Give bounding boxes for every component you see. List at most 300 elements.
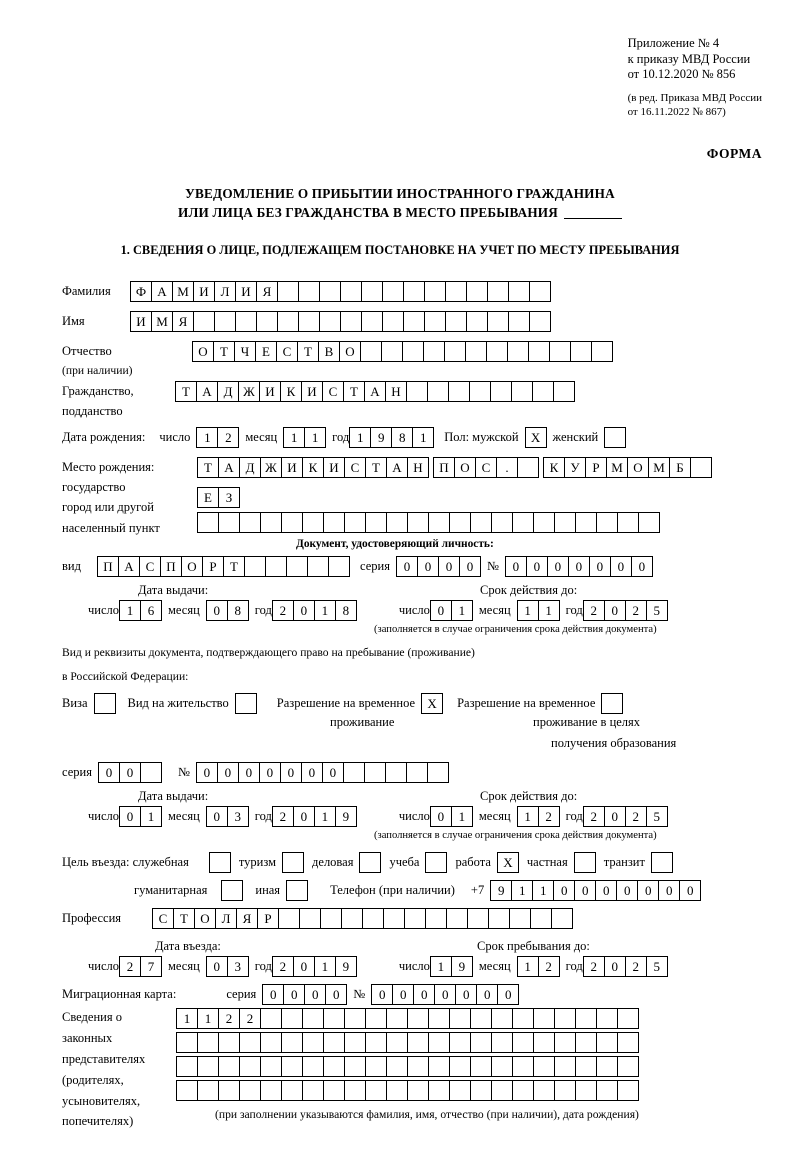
form-cell[interactable] (533, 1008, 555, 1029)
form-cell[interactable]: 0 (98, 762, 120, 783)
form-cell[interactable] (260, 1008, 282, 1029)
form-cell[interactable] (424, 311, 446, 332)
form-cell[interactable]: 0 (616, 880, 638, 901)
form-cell[interactable]: 2 (217, 427, 239, 448)
form-cell[interactable] (403, 281, 425, 302)
doc-kind-input[interactable] (97, 556, 350, 577)
form-cell[interactable] (508, 281, 530, 302)
form-cell[interactable]: 1 (349, 427, 371, 448)
form-cell[interactable] (553, 381, 575, 402)
form-cell[interactable]: Н (385, 381, 407, 402)
form-cell[interactable]: Ж (238, 381, 260, 402)
form-cell[interactable]: 1 (140, 806, 162, 827)
form-cell[interactable]: 1 (511, 880, 533, 901)
form-cell[interactable] (386, 1056, 408, 1077)
form-cell[interactable] (407, 1008, 429, 1029)
form-cell[interactable]: 0 (417, 556, 439, 577)
form-cell[interactable]: 0 (610, 556, 632, 577)
form-cell[interactable] (197, 1056, 219, 1077)
form-cell[interactable] (427, 381, 449, 402)
form-cell[interactable] (533, 1080, 555, 1101)
form-cell[interactable] (386, 512, 408, 533)
form-cell[interactable]: 2 (583, 600, 605, 621)
form-cell[interactable]: Р (202, 556, 224, 577)
phone-input[interactable] (490, 880, 701, 901)
form-cell[interactable]: 0 (430, 600, 452, 621)
form-cell[interactable] (427, 762, 449, 783)
form-cell[interactable]: 0 (631, 556, 653, 577)
entry-year-input[interactable] (272, 956, 357, 977)
form-cell[interactable]: О (339, 341, 361, 362)
form-cell[interactable]: 2 (119, 956, 141, 977)
form-cell[interactable]: 0 (434, 984, 456, 1005)
form-cell[interactable] (365, 1080, 387, 1101)
form-cell[interactable] (554, 1008, 576, 1029)
form-cell[interactable] (218, 1080, 240, 1101)
form-cell[interactable] (575, 512, 597, 533)
form-cell[interactable]: И (281, 457, 303, 478)
form-cell[interactable]: . (496, 457, 518, 478)
form-cell[interactable] (298, 281, 320, 302)
form-cell[interactable]: 1 (197, 1008, 219, 1029)
form-cell[interactable] (383, 908, 405, 929)
form-cell[interactable] (265, 556, 287, 577)
form-cell[interactable] (140, 762, 162, 783)
form-cell[interactable] (554, 1056, 576, 1077)
form-cell[interactable] (323, 1080, 345, 1101)
form-cell[interactable]: 0 (293, 600, 315, 621)
form-cell[interactable] (406, 381, 428, 402)
form-cell[interactable] (512, 512, 534, 533)
form-cell[interactable] (218, 512, 240, 533)
citizenship-input[interactable] (175, 381, 575, 402)
stay-issue-month-input[interactable] (206, 806, 249, 827)
form-cell[interactable]: М (648, 457, 670, 478)
purpose-tourism-checkbox[interactable] (282, 852, 304, 873)
stay-until-day-input[interactable] (430, 956, 473, 977)
form-cell[interactable] (423, 341, 445, 362)
form-cell[interactable] (386, 1008, 408, 1029)
form-cell[interactable] (323, 1032, 345, 1053)
form-cell[interactable]: 1 (119, 600, 141, 621)
migration-series-input[interactable] (262, 984, 347, 1005)
form-cell[interactable] (281, 1008, 303, 1029)
form-cell[interactable]: 5 (646, 806, 668, 827)
stay-valid-year-input[interactable] (583, 806, 668, 827)
form-cell[interactable]: 1 (412, 427, 434, 448)
form-cell[interactable] (344, 1080, 366, 1101)
form-cell[interactable] (344, 1032, 366, 1053)
form-cell[interactable] (277, 281, 299, 302)
form-cell[interactable]: Р (585, 457, 607, 478)
form-cell[interactable]: 9 (335, 806, 357, 827)
form-cell[interactable]: 1 (451, 600, 473, 621)
form-cell[interactable] (425, 908, 447, 929)
form-cell[interactable] (444, 341, 466, 362)
form-cell[interactable] (218, 1032, 240, 1053)
form-cell[interactable] (239, 1080, 261, 1101)
form-cell[interactable]: 0 (604, 806, 626, 827)
form-cell[interactable]: Ч (234, 341, 256, 362)
form-cell[interactable]: Л (215, 908, 237, 929)
form-cell[interactable]: 0 (280, 762, 302, 783)
legal-rep-input-1[interactable] (176, 1008, 639, 1029)
form-cell[interactable]: 0 (637, 880, 659, 901)
form-cell[interactable]: 1 (517, 956, 539, 977)
form-cell[interactable]: Т (343, 381, 365, 402)
form-cell[interactable]: 2 (218, 1008, 240, 1029)
form-cell[interactable] (260, 1032, 282, 1053)
form-cell[interactable] (551, 908, 573, 929)
form-cell[interactable]: 0 (238, 762, 260, 783)
purpose-official-checkbox[interactable] (209, 852, 231, 873)
form-cell[interactable]: 1 (451, 806, 473, 827)
form-cell[interactable]: Я (236, 908, 258, 929)
form-cell[interactable] (344, 512, 366, 533)
form-cell[interactable]: 0 (459, 556, 481, 577)
form-cell[interactable] (596, 1008, 618, 1029)
form-cell[interactable]: 0 (392, 984, 414, 1005)
form-cell[interactable] (244, 556, 266, 577)
form-cell[interactable]: 0 (293, 956, 315, 977)
form-cell[interactable] (235, 311, 257, 332)
form-cell[interactable] (517, 457, 539, 478)
form-cell[interactable]: 0 (497, 984, 519, 1005)
form-cell[interactable] (512, 1008, 534, 1029)
purpose-work-checkbox[interactable]: X (497, 852, 519, 873)
form-cell[interactable]: 2 (625, 956, 647, 977)
legal-rep-input-3[interactable] (176, 1056, 639, 1077)
name-input[interactable] (130, 311, 551, 332)
form-cell[interactable] (575, 1008, 597, 1029)
form-cell[interactable] (487, 281, 509, 302)
form-cell[interactable] (591, 341, 613, 362)
form-cell[interactable] (428, 1008, 450, 1029)
form-cell[interactable] (176, 1032, 198, 1053)
form-cell[interactable]: А (364, 381, 386, 402)
form-cell[interactable]: Т (223, 556, 245, 577)
patronymic-input[interactable] (192, 341, 613, 362)
form-cell[interactable] (362, 908, 384, 929)
form-cell[interactable]: П (433, 457, 455, 478)
form-cell[interactable]: Ж (260, 457, 282, 478)
form-cell[interactable] (197, 512, 219, 533)
form-cell[interactable]: 1 (517, 806, 539, 827)
form-cell[interactable]: 1 (283, 427, 305, 448)
form-cell[interactable]: 0 (553, 880, 575, 901)
form-cell[interactable]: Е (197, 487, 219, 508)
form-cell[interactable]: 0 (325, 984, 347, 1005)
birth-day-input[interactable] (196, 427, 239, 448)
form-cell[interactable]: 2 (272, 806, 294, 827)
form-cell[interactable]: Ф (130, 281, 152, 302)
form-cell[interactable] (320, 908, 342, 929)
form-cell[interactable] (323, 1056, 345, 1077)
form-cell[interactable] (617, 1080, 639, 1101)
form-cell[interactable] (511, 381, 533, 402)
form-cell[interactable] (428, 512, 450, 533)
form-cell[interactable] (256, 311, 278, 332)
form-cell[interactable] (554, 1080, 576, 1101)
form-cell[interactable]: О (181, 556, 203, 577)
form-cell[interactable] (575, 1056, 597, 1077)
migration-number-input[interactable] (371, 984, 519, 1005)
stay-valid-day-input[interactable] (430, 806, 473, 827)
form-cell[interactable]: 2 (272, 956, 294, 977)
form-cell[interactable] (281, 1032, 303, 1053)
form-cell[interactable]: И (193, 281, 215, 302)
purpose-transit-checkbox[interactable] (651, 852, 673, 873)
form-cell[interactable]: 0 (293, 806, 315, 827)
form-cell[interactable]: 5 (646, 600, 668, 621)
purpose-private-checkbox[interactable] (574, 852, 596, 873)
form-cell[interactable]: Т (297, 341, 319, 362)
birth-place-state-input[interactable] (197, 457, 712, 478)
form-cell[interactable] (281, 512, 303, 533)
form-cell[interactable] (491, 512, 513, 533)
form-cell[interactable] (446, 908, 468, 929)
form-cell[interactable] (407, 1056, 429, 1077)
form-cell[interactable] (299, 908, 321, 929)
stay-number-input[interactable] (196, 762, 449, 783)
doc-issue-month-input[interactable] (206, 600, 249, 621)
form-cell[interactable] (449, 1032, 471, 1053)
form-cell[interactable]: Т (365, 457, 387, 478)
form-cell[interactable]: Б (669, 457, 691, 478)
stay-issue-year-input[interactable] (272, 806, 357, 827)
surname-input[interactable] (130, 281, 551, 302)
legal-rep-input-4[interactable] (176, 1080, 639, 1101)
form-cell[interactable] (286, 556, 308, 577)
form-cell[interactable]: Д (239, 457, 261, 478)
form-cell[interactable]: 0 (574, 880, 596, 901)
form-cell[interactable] (239, 512, 261, 533)
form-cell[interactable] (617, 1008, 639, 1029)
form-cell[interactable]: С (344, 457, 366, 478)
form-cell[interactable] (509, 908, 531, 929)
form-cell[interactable]: 0 (119, 762, 141, 783)
sex-male-checkbox[interactable]: X (525, 427, 547, 448)
form-cell[interactable] (554, 512, 576, 533)
form-cell[interactable]: Р (257, 908, 279, 929)
form-cell[interactable]: Я (256, 281, 278, 302)
form-cell[interactable] (307, 556, 329, 577)
form-cell[interactable]: А (386, 457, 408, 478)
form-cell[interactable] (554, 1032, 576, 1053)
form-cell[interactable] (407, 512, 429, 533)
form-cell[interactable] (381, 341, 403, 362)
temp-residence-checkbox[interactable]: X (421, 693, 443, 714)
form-cell[interactable]: К (280, 381, 302, 402)
form-cell[interactable]: К (302, 457, 324, 478)
form-cell[interactable] (512, 1032, 534, 1053)
form-cell[interactable] (470, 1056, 492, 1077)
form-cell[interactable] (361, 311, 383, 332)
legal-rep-input-2[interactable] (176, 1032, 639, 1053)
form-cell[interactable] (529, 311, 551, 332)
form-cell[interactable] (596, 512, 618, 533)
stay-series-input[interactable] (98, 762, 162, 783)
form-cell[interactable]: 0 (322, 762, 344, 783)
form-cell[interactable]: П (97, 556, 119, 577)
form-cell[interactable] (197, 1080, 219, 1101)
form-cell[interactable]: 0 (217, 762, 239, 783)
form-cell[interactable]: 7 (140, 956, 162, 977)
form-cell[interactable]: 9 (451, 956, 473, 977)
birth-place-city-input[interactable] (197, 487, 240, 508)
form-cell[interactable]: 0 (206, 600, 228, 621)
form-cell[interactable] (218, 1056, 240, 1077)
form-cell[interactable] (407, 1032, 429, 1053)
form-cell[interactable] (466, 311, 488, 332)
form-cell[interactable] (193, 311, 215, 332)
form-cell[interactable]: 1 (176, 1008, 198, 1029)
form-cell[interactable] (385, 762, 407, 783)
form-cell[interactable] (260, 512, 282, 533)
form-cell[interactable] (365, 1032, 387, 1053)
form-cell[interactable]: С (139, 556, 161, 577)
form-cell[interactable] (617, 512, 639, 533)
form-cell[interactable] (470, 1008, 492, 1029)
form-cell[interactable] (512, 1056, 534, 1077)
form-cell[interactable]: Д (217, 381, 239, 402)
form-cell[interactable]: М (172, 281, 194, 302)
birth-month-input[interactable] (283, 427, 326, 448)
form-cell[interactable] (361, 281, 383, 302)
form-cell[interactable]: М (151, 311, 173, 332)
birth-year-input[interactable] (349, 427, 434, 448)
form-cell[interactable]: 0 (595, 880, 617, 901)
stay-until-year-input[interactable] (583, 956, 668, 977)
form-cell[interactable] (532, 381, 554, 402)
form-cell[interactable] (364, 762, 386, 783)
form-cell[interactable] (512, 1080, 534, 1101)
form-cell[interactable]: 3 (227, 806, 249, 827)
form-cell[interactable] (690, 457, 712, 478)
form-cell[interactable]: 0 (505, 556, 527, 577)
form-cell[interactable]: М (606, 457, 628, 478)
form-cell[interactable] (197, 1032, 219, 1053)
form-cell[interactable]: 2 (583, 956, 605, 977)
form-cell[interactable]: И (130, 311, 152, 332)
form-cell[interactable]: Т (175, 381, 197, 402)
form-cell[interactable]: В (318, 341, 340, 362)
form-cell[interactable] (530, 908, 552, 929)
form-cell[interactable]: 1 (430, 956, 452, 977)
form-cell[interactable] (214, 311, 236, 332)
form-cell[interactable]: 0 (526, 556, 548, 577)
form-cell[interactable] (281, 1056, 303, 1077)
form-cell[interactable] (487, 311, 509, 332)
doc-valid-month-input[interactable] (517, 600, 560, 621)
form-cell[interactable] (507, 341, 529, 362)
doc-issue-year-input[interactable] (272, 600, 357, 621)
form-cell[interactable] (344, 1008, 366, 1029)
form-cell[interactable] (448, 381, 470, 402)
form-cell[interactable] (428, 1056, 450, 1077)
form-cell[interactable]: 0 (476, 984, 498, 1005)
edu-residence-checkbox[interactable] (601, 693, 623, 714)
form-cell[interactable] (465, 341, 487, 362)
form-cell[interactable]: С (322, 381, 344, 402)
form-cell[interactable]: Т (173, 908, 195, 929)
form-cell[interactable]: 8 (391, 427, 413, 448)
form-cell[interactable] (277, 311, 299, 332)
form-cell[interactable]: 0 (455, 984, 477, 1005)
form-cell[interactable] (428, 1032, 450, 1053)
form-cell[interactable] (449, 1080, 471, 1101)
stay-valid-month-input[interactable] (517, 806, 560, 827)
purpose-business-checkbox[interactable] (359, 852, 381, 873)
form-cell[interactable] (617, 1032, 639, 1053)
form-cell[interactable] (382, 281, 404, 302)
form-cell[interactable] (239, 1056, 261, 1077)
form-cell[interactable] (319, 281, 341, 302)
form-cell[interactable] (528, 341, 550, 362)
form-cell[interactable] (302, 1032, 324, 1053)
birth-place-extra-input[interactable] (197, 512, 660, 533)
form-cell[interactable] (403, 311, 425, 332)
form-cell[interactable]: 1 (314, 956, 336, 977)
form-cell[interactable] (365, 512, 387, 533)
form-cell[interactable] (533, 1032, 555, 1053)
form-cell[interactable] (386, 1032, 408, 1053)
form-cell[interactable] (470, 512, 492, 533)
form-cell[interactable]: 0 (604, 956, 626, 977)
form-cell[interactable]: 2 (272, 600, 294, 621)
entry-month-input[interactable] (206, 956, 249, 977)
form-cell[interactable]: 1 (532, 880, 554, 901)
form-cell[interactable]: 0 (206, 806, 228, 827)
form-cell[interactable]: А (118, 556, 140, 577)
form-cell[interactable]: 9 (490, 880, 512, 901)
form-cell[interactable]: 0 (413, 984, 435, 1005)
form-cell[interactable]: И (259, 381, 281, 402)
form-cell[interactable] (533, 1056, 555, 1077)
form-cell[interactable]: Н (407, 457, 429, 478)
form-cell[interactable]: А (196, 381, 218, 402)
form-cell[interactable]: 1 (538, 600, 560, 621)
form-cell[interactable] (406, 762, 428, 783)
form-cell[interactable] (176, 1080, 198, 1101)
form-cell[interactable]: 2 (239, 1008, 261, 1029)
doc-series-input[interactable] (396, 556, 481, 577)
form-cell[interactable] (407, 1080, 429, 1101)
form-cell[interactable]: О (627, 457, 649, 478)
form-cell[interactable] (445, 281, 467, 302)
form-cell[interactable]: 1 (314, 806, 336, 827)
form-cell[interactable] (298, 311, 320, 332)
form-cell[interactable] (570, 341, 592, 362)
form-cell[interactable]: П (160, 556, 182, 577)
form-cell[interactable] (260, 1080, 282, 1101)
form-cell[interactable] (323, 1008, 345, 1029)
form-cell[interactable] (281, 1080, 303, 1101)
form-cell[interactable]: 0 (283, 984, 305, 1005)
form-cell[interactable] (278, 908, 300, 929)
form-cell[interactable]: 0 (589, 556, 611, 577)
form-cell[interactable] (404, 908, 426, 929)
form-cell[interactable]: З (218, 487, 240, 508)
form-cell[interactable] (365, 1008, 387, 1029)
form-cell[interactable] (469, 381, 491, 402)
form-cell[interactable] (386, 1080, 408, 1101)
form-cell[interactable]: 0 (430, 806, 452, 827)
form-cell[interactable] (508, 311, 530, 332)
form-cell[interactable] (445, 311, 467, 332)
form-cell[interactable]: 0 (658, 880, 680, 901)
form-cell[interactable]: Т (197, 457, 219, 478)
